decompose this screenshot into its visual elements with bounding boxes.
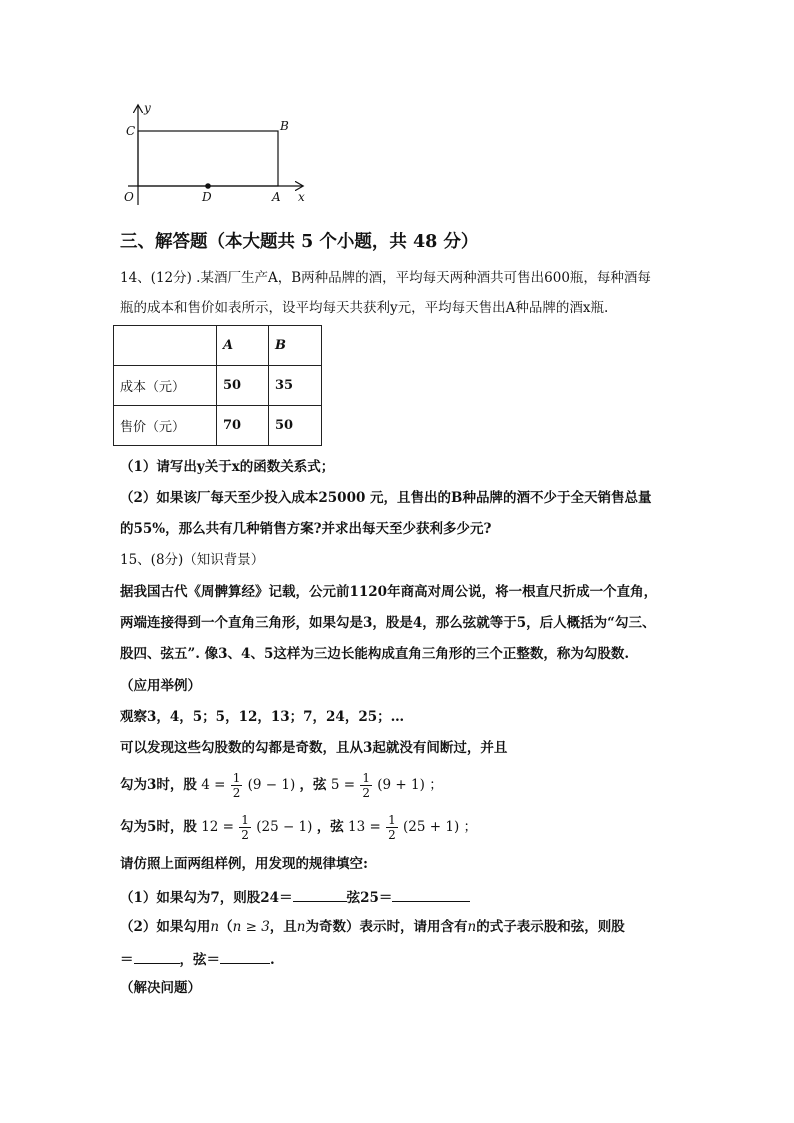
fraction-one-half (360, 771, 372, 800)
q15-example-2 (120, 810, 477, 844)
answer-blank-3[interactable] (134, 949, 180, 964)
fraction-numerator: 1 (388, 813, 396, 827)
q15-observe-line: 观察3，4，5；5，12，13；7，24，25；… (120, 709, 405, 725)
table-cell: 50 (269, 406, 322, 446)
q15-found-line: 可以发现这些勾股数的勾都是奇数，且从3起就没有间断过，并且 (120, 740, 508, 756)
fill-3-text-b: ，弦＝ (179, 952, 220, 968)
fraction-denominator: 2 (362, 786, 370, 800)
fill-2-text-e: 的式子表示股和弦，则股 (476, 919, 625, 935)
fraction-denominator: 2 (232, 786, 241, 800)
label-o: O (124, 190, 134, 204)
table-cell: 70 (217, 406, 269, 446)
table-header-cell: A (217, 326, 269, 366)
example-1-end: ； (429, 777, 443, 793)
q15-example-1 (120, 768, 443, 802)
label-c: C (126, 124, 136, 138)
example-1-lhs-2: 5 = (330, 777, 356, 793)
answer-blank-1[interactable] (293, 887, 347, 902)
q15-fill-2 (120, 918, 625, 936)
q15-solve-title: （解决问题） (120, 980, 201, 996)
q15-intro: 15、(8分)（知识背景） (120, 552, 265, 568)
answer-blank-4[interactable] (220, 949, 270, 964)
q15-instruction: 请仿照上面两组样例，用发现的规律填空: (120, 856, 368, 872)
table-cell: 35 (269, 366, 322, 406)
fraction-one-half (239, 813, 251, 842)
variable-n: n (467, 919, 477, 935)
fraction-numerator: 1 (362, 771, 370, 785)
q15-background-line-2: 两端连接得到一个直角三角形，如果勾是3，股是4，那么弦就等于5，后人概括为“勾三、 (120, 615, 656, 631)
point-d (205, 183, 211, 189)
example-2-mid: ，弦 (316, 819, 344, 835)
q14-part-1: （1）请写出y关于x的函数关系式； (120, 459, 335, 475)
answer-blank-2[interactable] (392, 887, 470, 902)
fraction-numerator: 1 (232, 771, 241, 785)
q14-line-1: 14、(12分) .某酒厂生产A，B两种品牌的酒，平均每天两种酒共可售出600瓶，每种酒每 (120, 270, 651, 286)
example-2-lhs-2: 13 = (348, 819, 381, 835)
example-2-expr-1: (25 − 1) (256, 819, 313, 835)
table-cell: 售价（元） (114, 406, 217, 446)
fill-3-text-a: ＝ (120, 952, 134, 968)
q15-fill-3 (120, 949, 275, 969)
rectangle-obac (138, 131, 278, 186)
condition-n-ge-3: n ≥ 3 (232, 919, 270, 935)
fraction-one-half (386, 813, 398, 842)
table-header-cell: B (269, 326, 322, 366)
fill-2-text-a: （2）如果勾用 (120, 919, 211, 935)
cost-price-table (113, 325, 322, 446)
q15-fill-1 (120, 887, 470, 907)
label-b: B (280, 119, 289, 133)
example-1-expr-1: (9 − 1) (247, 777, 296, 793)
label-x: x (298, 190, 305, 204)
fill-2-text-b: （ (219, 919, 233, 935)
q14-part-2-line-2: 的55%，那么共有几种销售方案?并求出每天至少获利多少元? (120, 521, 492, 537)
table-row (114, 366, 322, 406)
fill-3-text-c: . (270, 952, 275, 968)
fraction-numerator: 1 (241, 813, 249, 827)
example-1-lhs-1: 4 = (201, 777, 226, 793)
variable-n: n (210, 919, 220, 935)
table-row (114, 406, 322, 446)
example-1-prefix: 勾为3时，股 (120, 777, 197, 793)
fraction-denominator: 2 (241, 828, 249, 842)
fill-1-text-a: （1）如果勾为7，则股24＝ (120, 890, 293, 906)
q15-background-line-3: 股四、弦五”. 像3、4、5这样为三边长能构成直角三角形的三个正整数，称为勾股数. (120, 646, 630, 662)
q15-background-line-1: 据我国古代《周髀算经》记载，公元前1120年商高对周公说，将一根直尺折成一个直角， (120, 584, 658, 600)
example-2-prefix: 勾为5时，股 (120, 819, 197, 835)
table-cell: 50 (217, 366, 269, 406)
label-d: D (202, 190, 212, 204)
example-1-expr-2: (9 + 1) (377, 777, 425, 793)
q15-application-title: （应用举例） (120, 678, 201, 694)
section-title: 三、解答题（本大题共 5 个小题，共 48 分） (120, 232, 479, 252)
example-2-end: ； (463, 819, 478, 835)
fill-1-text-b: 弦25＝ (346, 890, 393, 906)
fill-2-text-d: 为奇数）表示时，请用含有 (305, 919, 468, 935)
fraction-denominator: 2 (388, 828, 396, 842)
label-a: A (272, 190, 281, 204)
label-y: y (144, 101, 151, 115)
fill-2-text-c: ，且 (269, 919, 297, 935)
table-header-row (114, 326, 322, 366)
coordinate-figure (118, 100, 318, 208)
variable-n: n (296, 919, 306, 935)
q14-line-2: 瓶的成本和售价如表所示，设平均每天共获利y元，平均每天售出A种品牌的酒x瓶. (120, 300, 609, 316)
table-cell: 成本（元） (114, 366, 217, 406)
example-1-mid: ，弦 (299, 777, 327, 793)
q14-part-2-line-1: （2）如果该厂每天至少投入成本25000 元，且售出的B种品牌的酒不少于全天销售总量 (120, 490, 652, 506)
example-2-lhs-1: 12 = (201, 819, 234, 835)
fraction-one-half (231, 771, 243, 800)
table-header-cell (114, 326, 217, 366)
example-2-expr-2: (25 + 1) (403, 819, 460, 835)
